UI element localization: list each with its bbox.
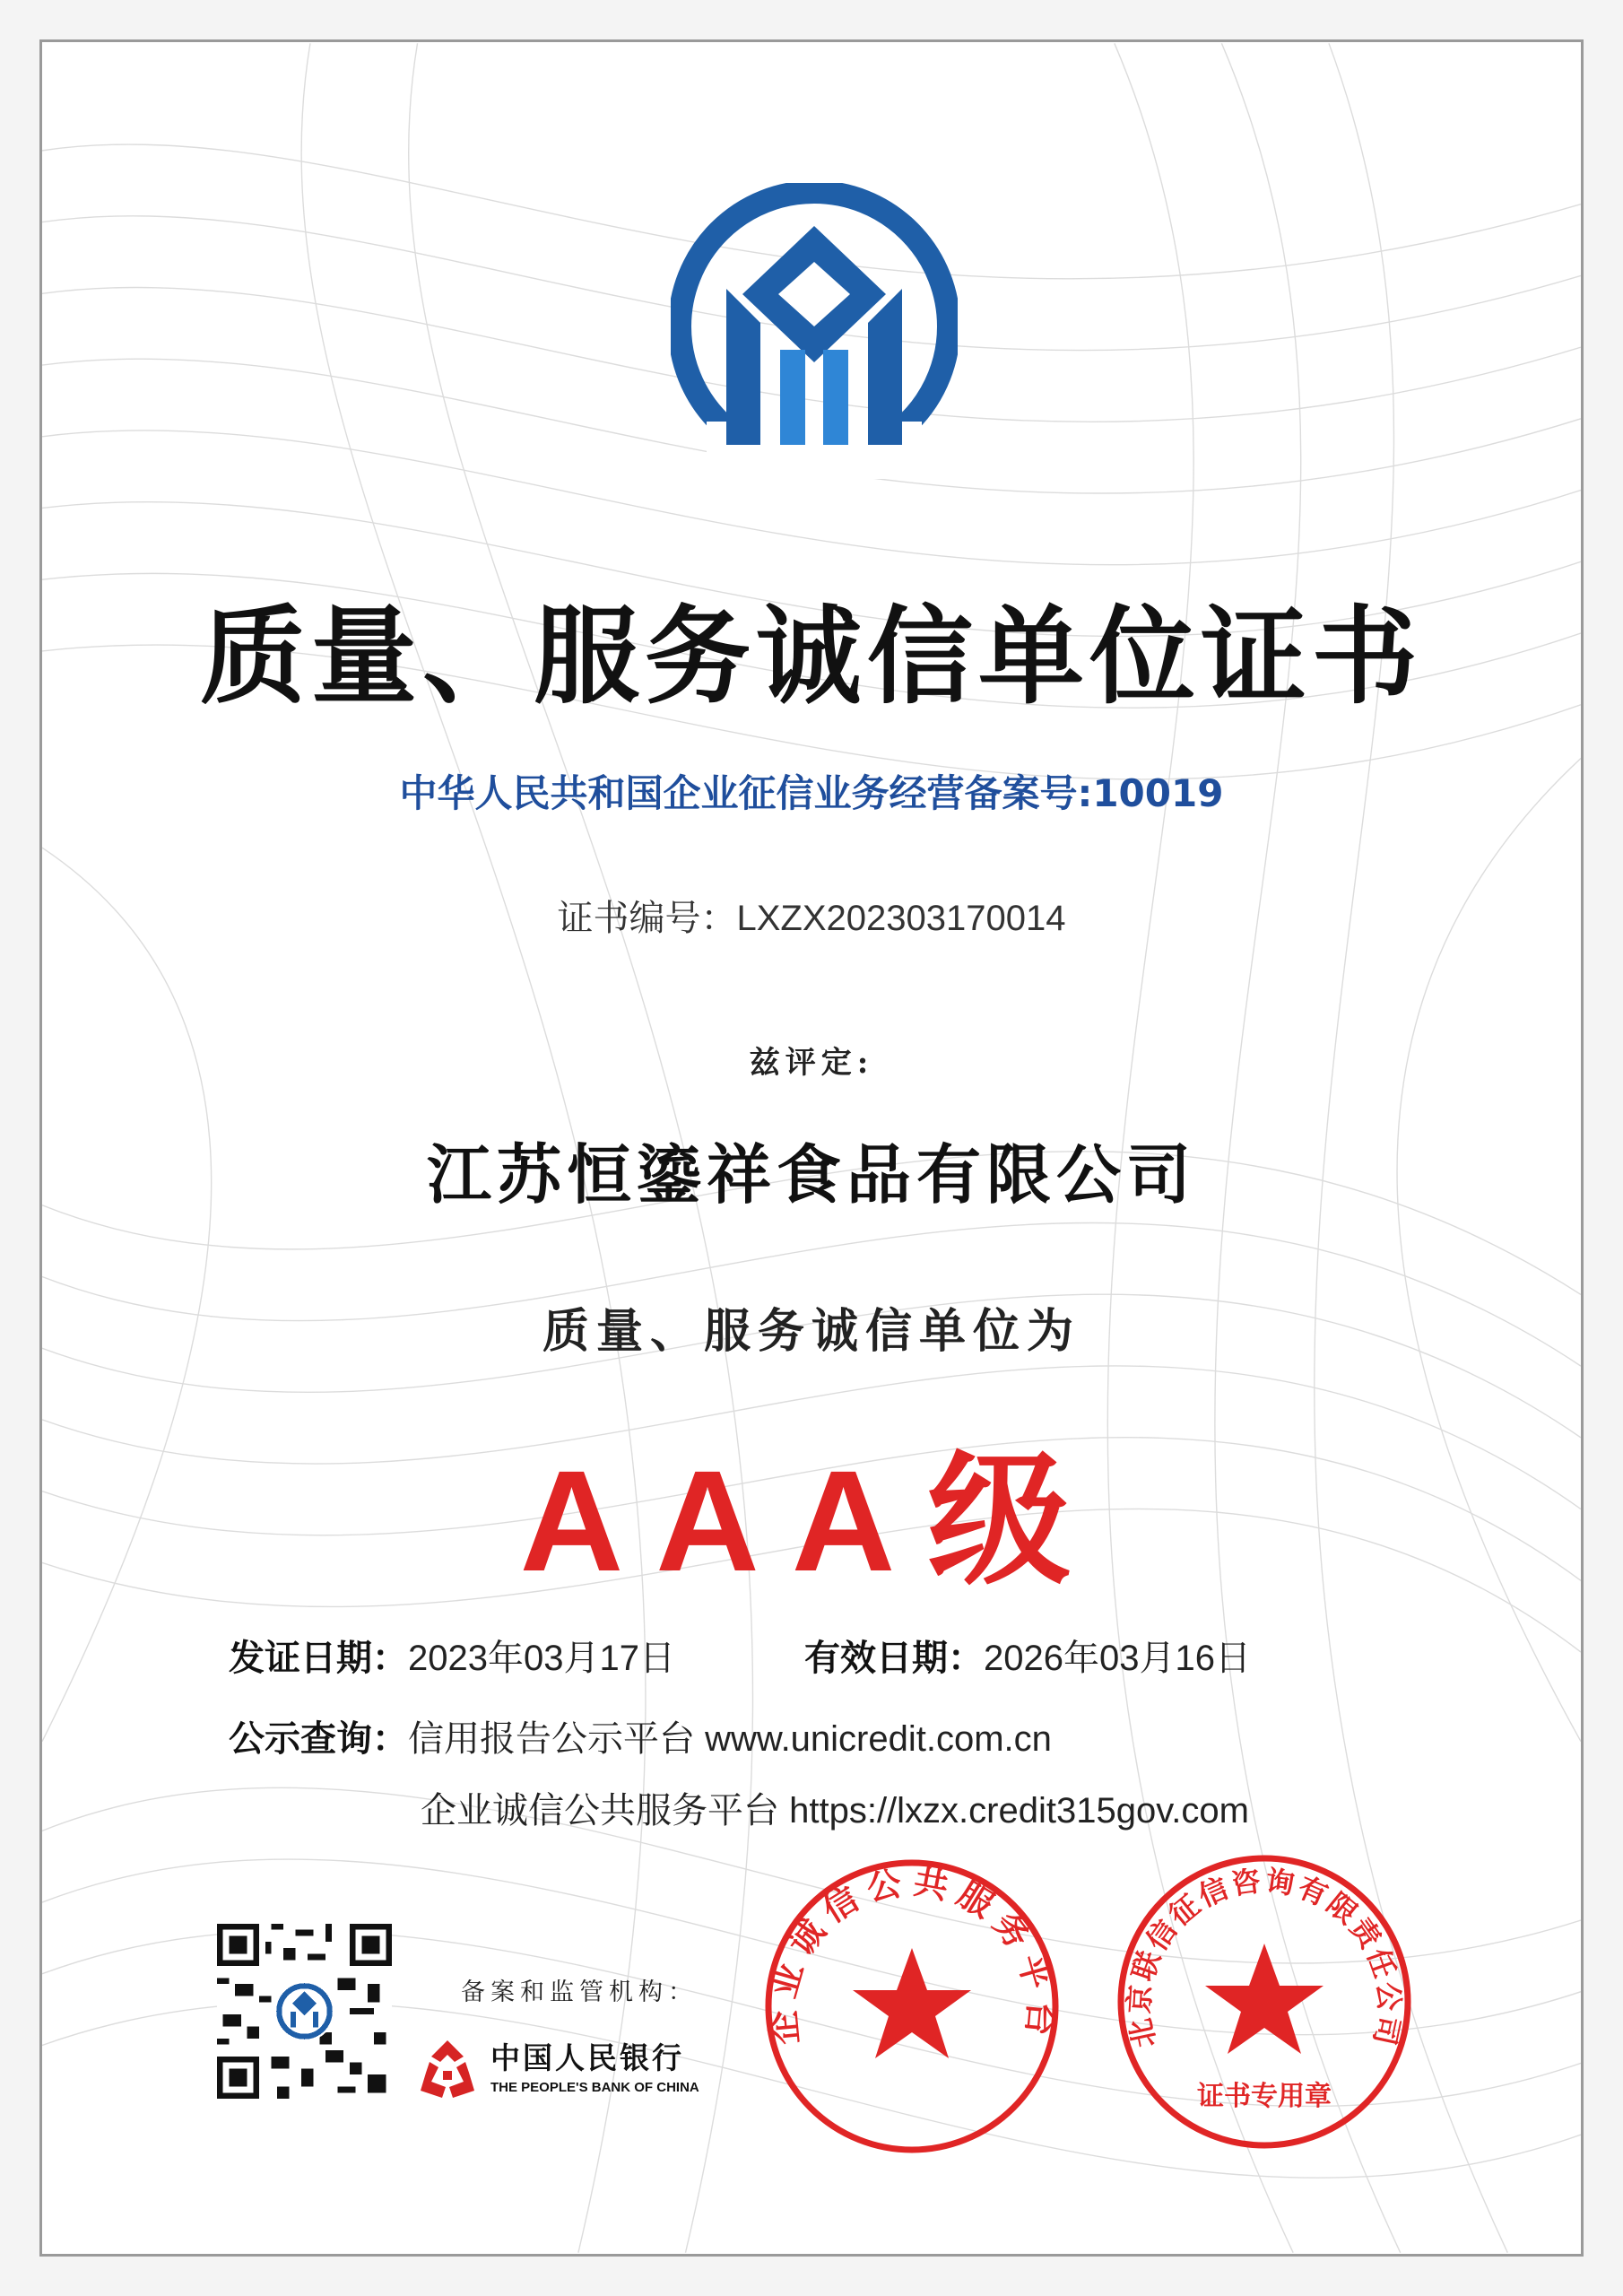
credit-grade: AAA级	[519, 1440, 1104, 1601]
seal2-bottom-text: 证书专用章	[1197, 2081, 1332, 2112]
valid-date-row	[804, 1630, 1251, 1681]
certificate-page	[39, 39, 1584, 2257]
regulator-label: 备案和监管机构：	[461, 1979, 698, 2006]
public-query-label: 公示查询：	[229, 1718, 408, 1760]
pboc-name-cn: 中国人民银行	[490, 2040, 684, 2075]
certificate-number-label: 证书编号：	[557, 899, 737, 938]
valid-date-label: 有效日期：	[804, 1638, 984, 1679]
certificate-title: 质量、服务诚信单位证书	[199, 595, 1423, 718]
certificate-number-value: LXZX202303170014	[736, 899, 1066, 938]
public-query-line-2: 企业诚信公共服务平台 https://lxzx.credit315gov.com	[421, 1791, 1249, 1831]
star-icon	[853, 1948, 971, 2058]
certificate-logo-icon	[671, 183, 958, 479]
company-seal	[1112, 1849, 1417, 2154]
hereby-assessed-label: 兹评定:	[749, 1045, 874, 1081]
certificate-number	[42, 890, 1581, 941]
record-number-line: 中华人民共和国企业征信业务经营备案号:10019	[399, 771, 1224, 815]
qr-code-icon[interactable]	[217, 1924, 392, 2099]
public-query-line-1: 信用报告公示平台 www.unicredit.com.cn	[408, 1719, 1052, 1759]
issue-date-label: 发证日期：	[229, 1638, 408, 1679]
public-query-row	[229, 1710, 1052, 1761]
issue-date-value: 2023年03月17日	[408, 1639, 675, 1678]
company-name: 江苏恒鎏祥食品有限公司	[426, 1136, 1196, 1213]
seal1-text: 企业诚信公共服务平台	[761, 1860, 1063, 2047]
seal2-text: 北京联信征信咨询有限责任公司	[1122, 1863, 1407, 2051]
pboc-name-en: THE PEOPLE'S BANK OF CHINA	[490, 2080, 699, 2095]
platform-seal	[759, 1854, 1064, 2159]
pboc-logo-icon	[412, 2035, 483, 2107]
issue-date-row	[229, 1630, 675, 1681]
valid-date-value: 2026年03月16日	[984, 1639, 1251, 1678]
star-icon	[1205, 1944, 1324, 2054]
rated-as-text: 质量、服务诚信单位为	[542, 1304, 1081, 1359]
